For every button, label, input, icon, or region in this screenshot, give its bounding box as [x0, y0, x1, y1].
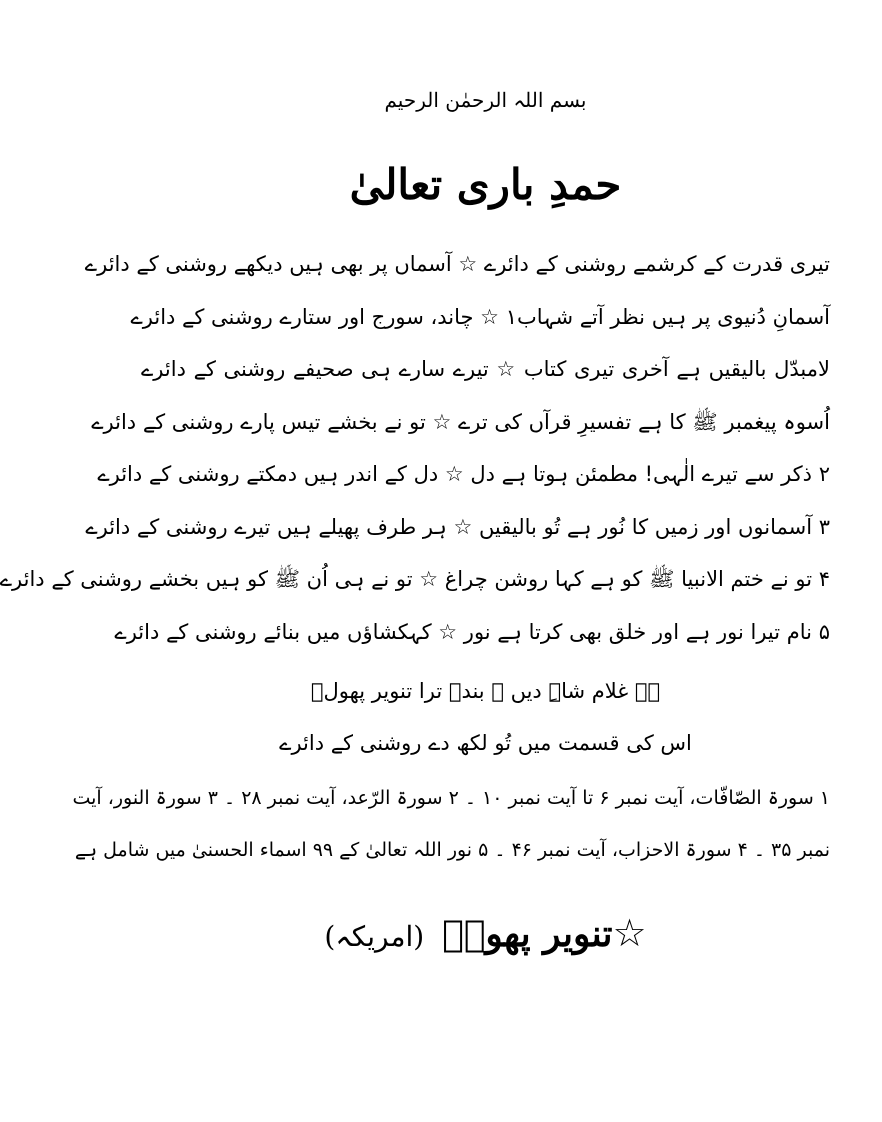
closing-couplet: [89, 665, 882, 769]
footnote-references: [72, 772, 830, 876]
reference-line: نمبر ۳۵ ۔ ۴ سورۃ الاحزاب، آیت نمبر ۴۶ ۔ ۵ نور اللہ تعالیٰ کے ۹۹ اسماء الحسنیٰ میں شامل ہے: [74, 839, 830, 861]
verse-line: تیری قدرت کے کرشمے روشنی کے دائرے ☆ آسماں پر بھی ہیں دیکھے روشنی کے دائرے: [84, 252, 830, 276]
author-name: تنویر پھولؔ: [442, 913, 613, 955]
verse-line: اُسوہ پیغمبر ﷺ کا ہے تفسیرِ قرآں کی ترے ☆ تو نے بخشے تیس پارے روشنی کے دائرے: [91, 409, 830, 434]
closing-line: ہے غلام شاہِ دیں ﷺ بندہ ترا تنویر پھولؔ: [310, 679, 661, 703]
author-location: (امریکہ): [324, 920, 425, 953]
reference-line: ۱ سورۃ الصّافّات، آیت نمبر ۶ تا آیت نمبر ۱۰ ۔ ۲ سورۃ الرّعد، آیت نمبر ۲۸ ۔ ۳ سورۃ النور، آیت: [72, 787, 830, 809]
verse-line: آسمانِ دُنیوی پر ہیں نظر آتے شہاب۱ ☆ چاند، سورج اور ستارے روشنی کے دائرے: [130, 304, 830, 329]
author-signature: [89, 878, 882, 992]
verse-line: ۵ نام تیرا نور ہے اور خلق بھی کرتا ہے نور ☆ کہکشاؤں میں بنائے روشنی کے دائرے: [114, 619, 830, 644]
bismillah-heading: بسم اللہ الرحمٰن الرحیم: [384, 88, 587, 112]
verse-line: ۲ ذکر سے تیرے الٰہی! مطمئن ہوتا ہے دل ☆ دل کے اندر ہیں دمکتے روشنی کے دائرے: [97, 462, 830, 486]
poem-title: حمدِ باری تعالیٰ: [349, 160, 622, 209]
verse-line: لامبدّل بالیقیں ہے آخری تیری کتاب ☆ تیرے سارے ہی صحیفے روشنی کے دائرے: [141, 357, 830, 381]
verse-line: ۳ آسمانوں اور زمیں کا نُور ہے تُو بالیقیں ☆ ہر طرف پھیلے ہیں تیرے روشنی کے دائرے: [85, 514, 830, 539]
poem-body: [0, 238, 830, 658]
verse-line: ۴ تو نے ختم الانبیا ﷺ کو ہے کہا روشن چراغ ☆ تو نے ہی اُن ﷺ کو ہیں بخشے روشنی کے دائرے: [0, 567, 830, 591]
star-icon: ☆: [612, 911, 647, 955]
closing-line: اس کی قسمت میں تُو لکھ دے روشنی کے دائرے: [279, 731, 692, 755]
